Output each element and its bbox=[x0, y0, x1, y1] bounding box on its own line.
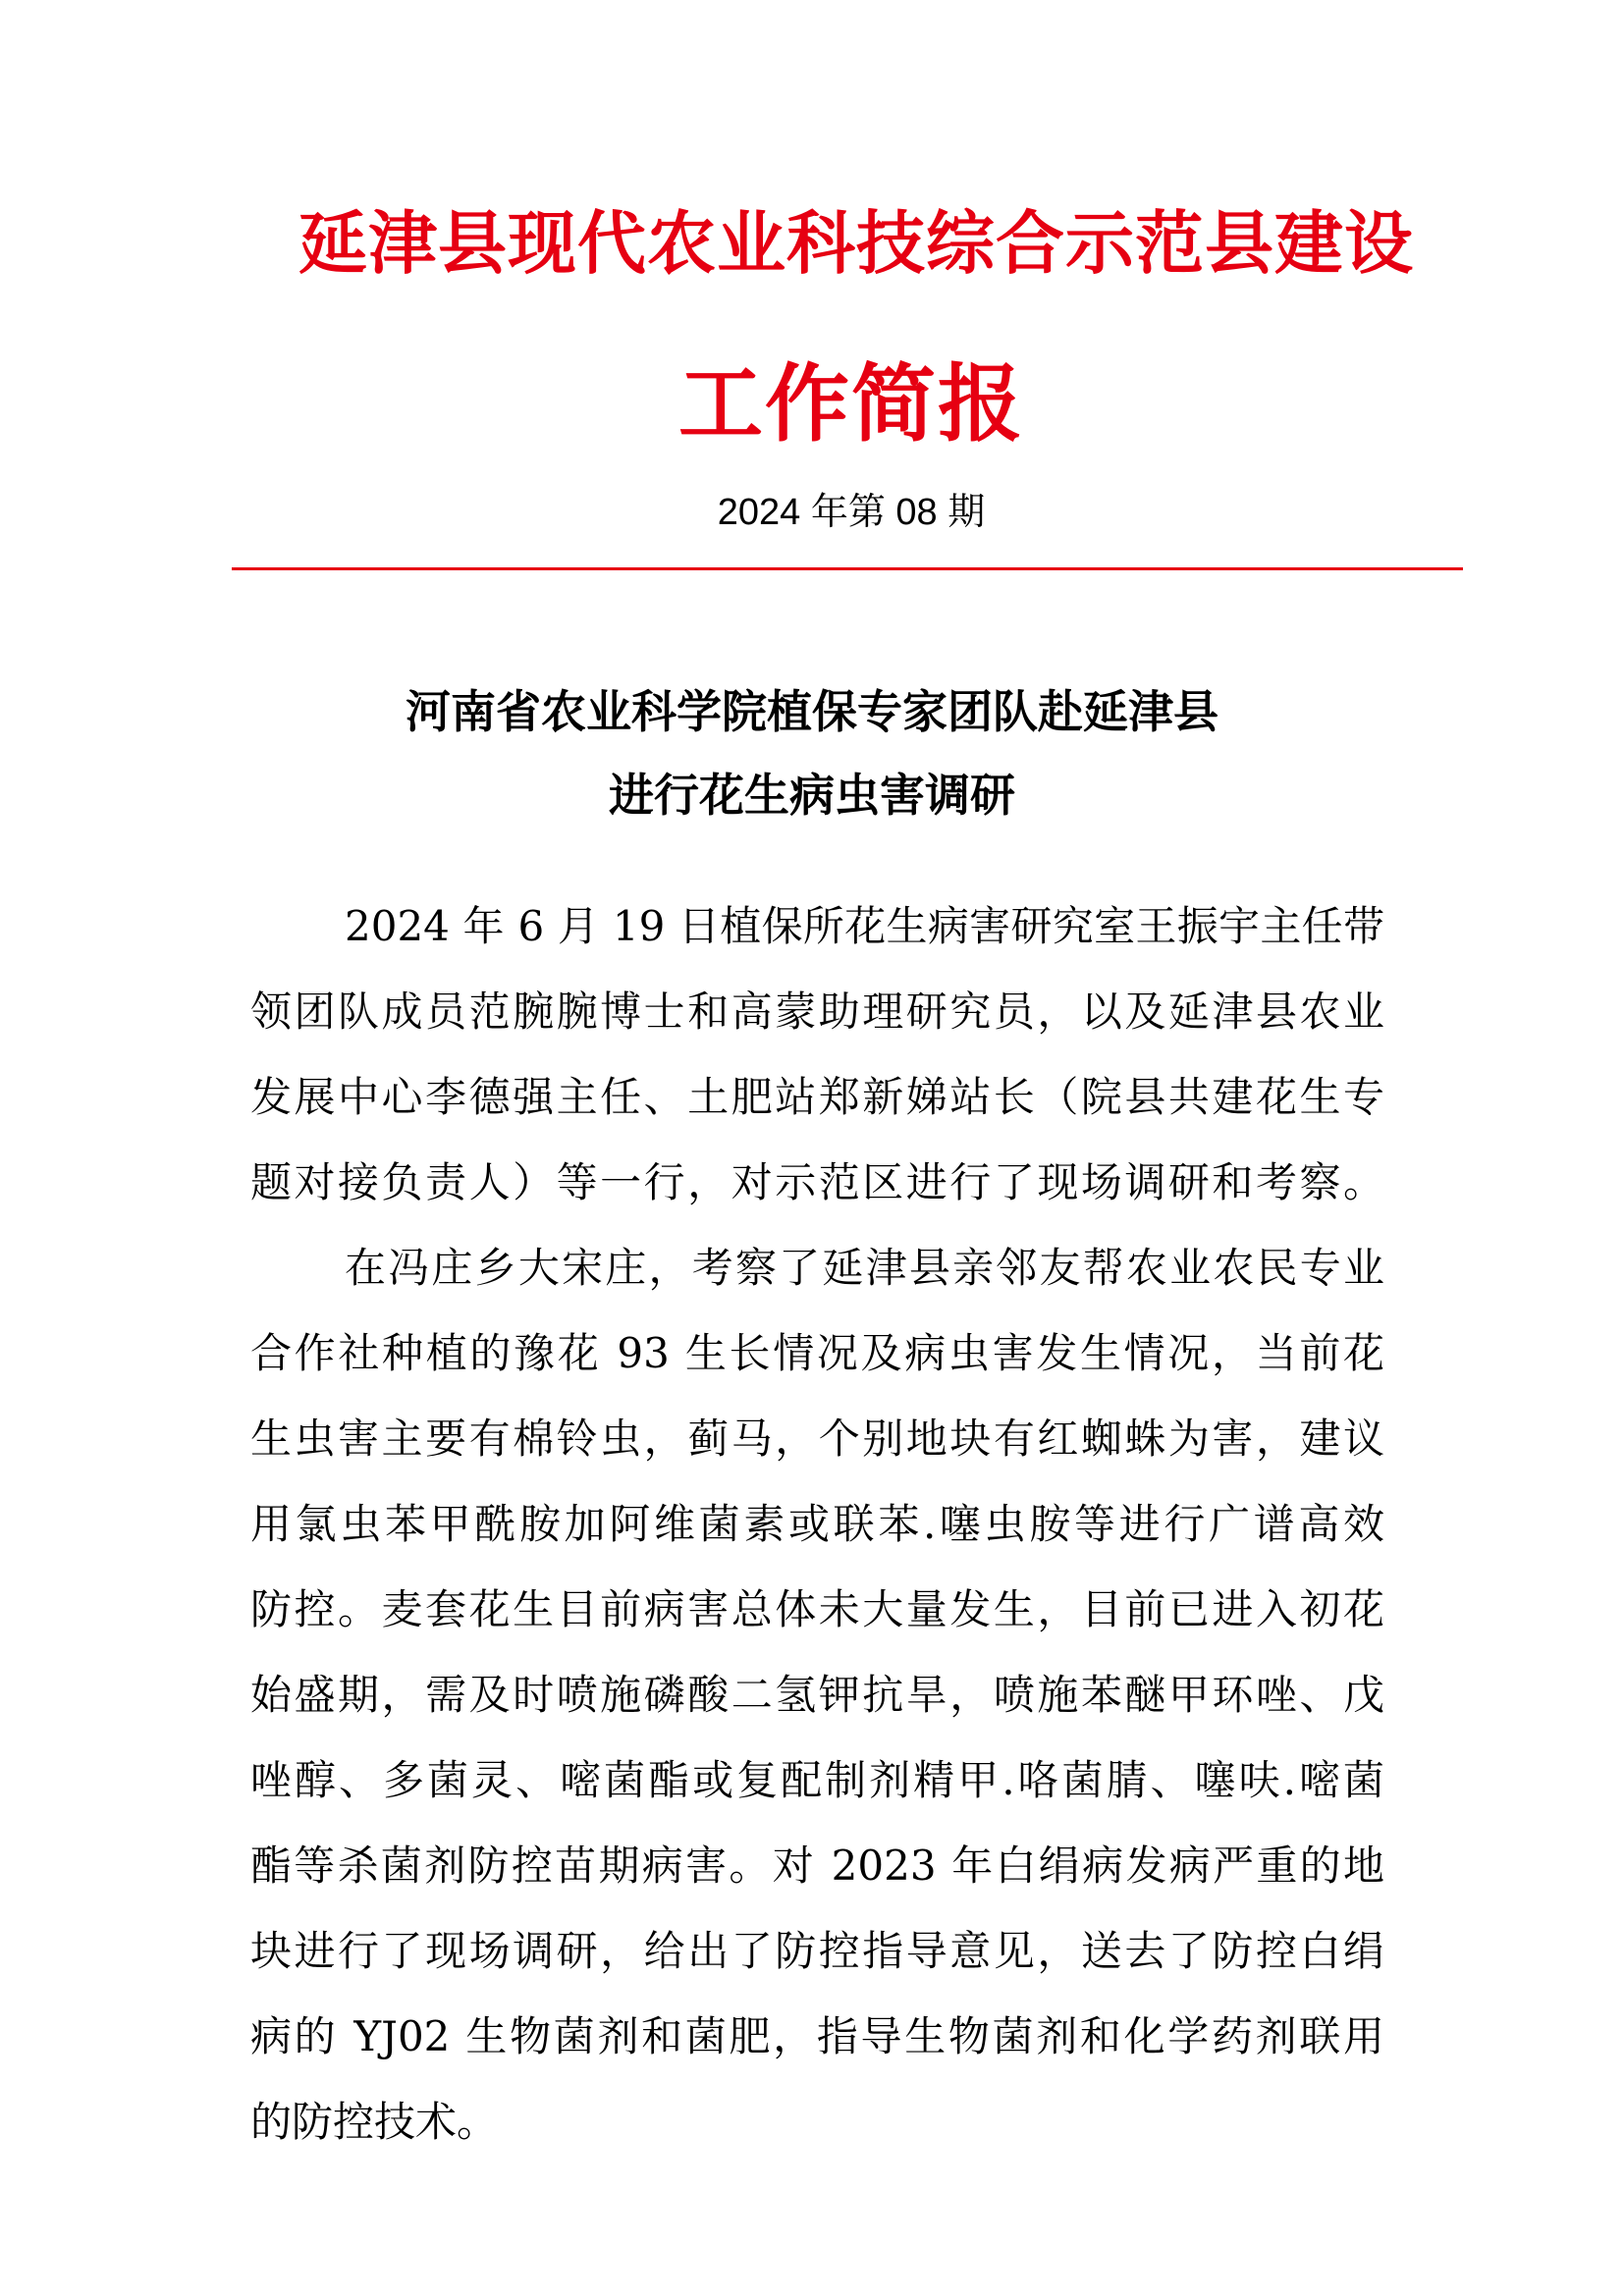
paragraph-line: 酯等杀菌剂防控苗期病害。对 2023 年白绢病发病严重的地 bbox=[250, 1842, 1384, 1890]
masthead-subtitle: 工作简报 bbox=[678, 354, 1024, 454]
paragraph-line: 的防控技术。 bbox=[250, 2098, 499, 2146]
paragraph-line: 防控。麦套花生目前病害总体未大量发生，目前已进入初花 bbox=[250, 1585, 1384, 1633]
paragraph-line: 题对接负责人）等一行，对示范区进行了现场调研和考察。 bbox=[250, 1158, 1384, 1206]
paragraph-line: 领团队成员范腕腕博士和高蒙助理研究员，以及延津县农业 bbox=[250, 988, 1384, 1036]
paragraph-line: 病的 YJ02 生物菌剂和菌肥，指导生物菌剂和化学药剂联用 bbox=[250, 2012, 1384, 2060]
paragraph-line: 发展中心李德强主任、土肥站郑新娣站长（院县共建花生专 bbox=[250, 1073, 1384, 1121]
masthead-title: 延津县现代农业科技综合示范县建设 bbox=[298, 202, 1414, 284]
paragraph-line: 生虫害主要有棉铃虫，蓟马，个别地块有红蜘蛛为害，建议 bbox=[250, 1415, 1384, 1463]
issue-number: 2024 年第 08 期 bbox=[717, 492, 986, 533]
paragraph-line: 始盛期，需及时喷施磷酸二氢钾抗旱，喷施苯醚甲环唑、戊 bbox=[250, 1671, 1384, 1719]
paragraph-line: 块进行了现场调研，给出了防控指导意见，送去了防控白绢 bbox=[250, 1927, 1384, 1975]
article-headline-line1: 河南省农业科学院植保专家团队赴延津县 bbox=[406, 685, 1218, 738]
paragraph-line: 2024 年 6 月 19 日植保所花生病害研究室王振宇主任带 bbox=[345, 902, 1384, 950]
paragraph-line: 用氯虫苯甲酰胺加阿维菌素或联苯.噻虫胺等进行广谱高效 bbox=[250, 1500, 1384, 1548]
paragraph-line: 在冯庄乡大宋庄，考察了延津县亲邻友帮农业农民专业 bbox=[345, 1244, 1384, 1292]
paragraph-line: 唑醇、多菌灵、嘧菌酯或复配制剂精甲.咯菌腈、噻呋.嘧菌 bbox=[250, 1756, 1384, 1804]
paragraph-line: 合作社种植的豫花 93 生长情况及病虫害发生情况，当前花 bbox=[250, 1329, 1384, 1377]
article-headline-line2: 进行花生病虫害调研 bbox=[609, 769, 1015, 822]
article-body bbox=[250, 883, 1384, 2164]
red-divider bbox=[232, 567, 1463, 570]
